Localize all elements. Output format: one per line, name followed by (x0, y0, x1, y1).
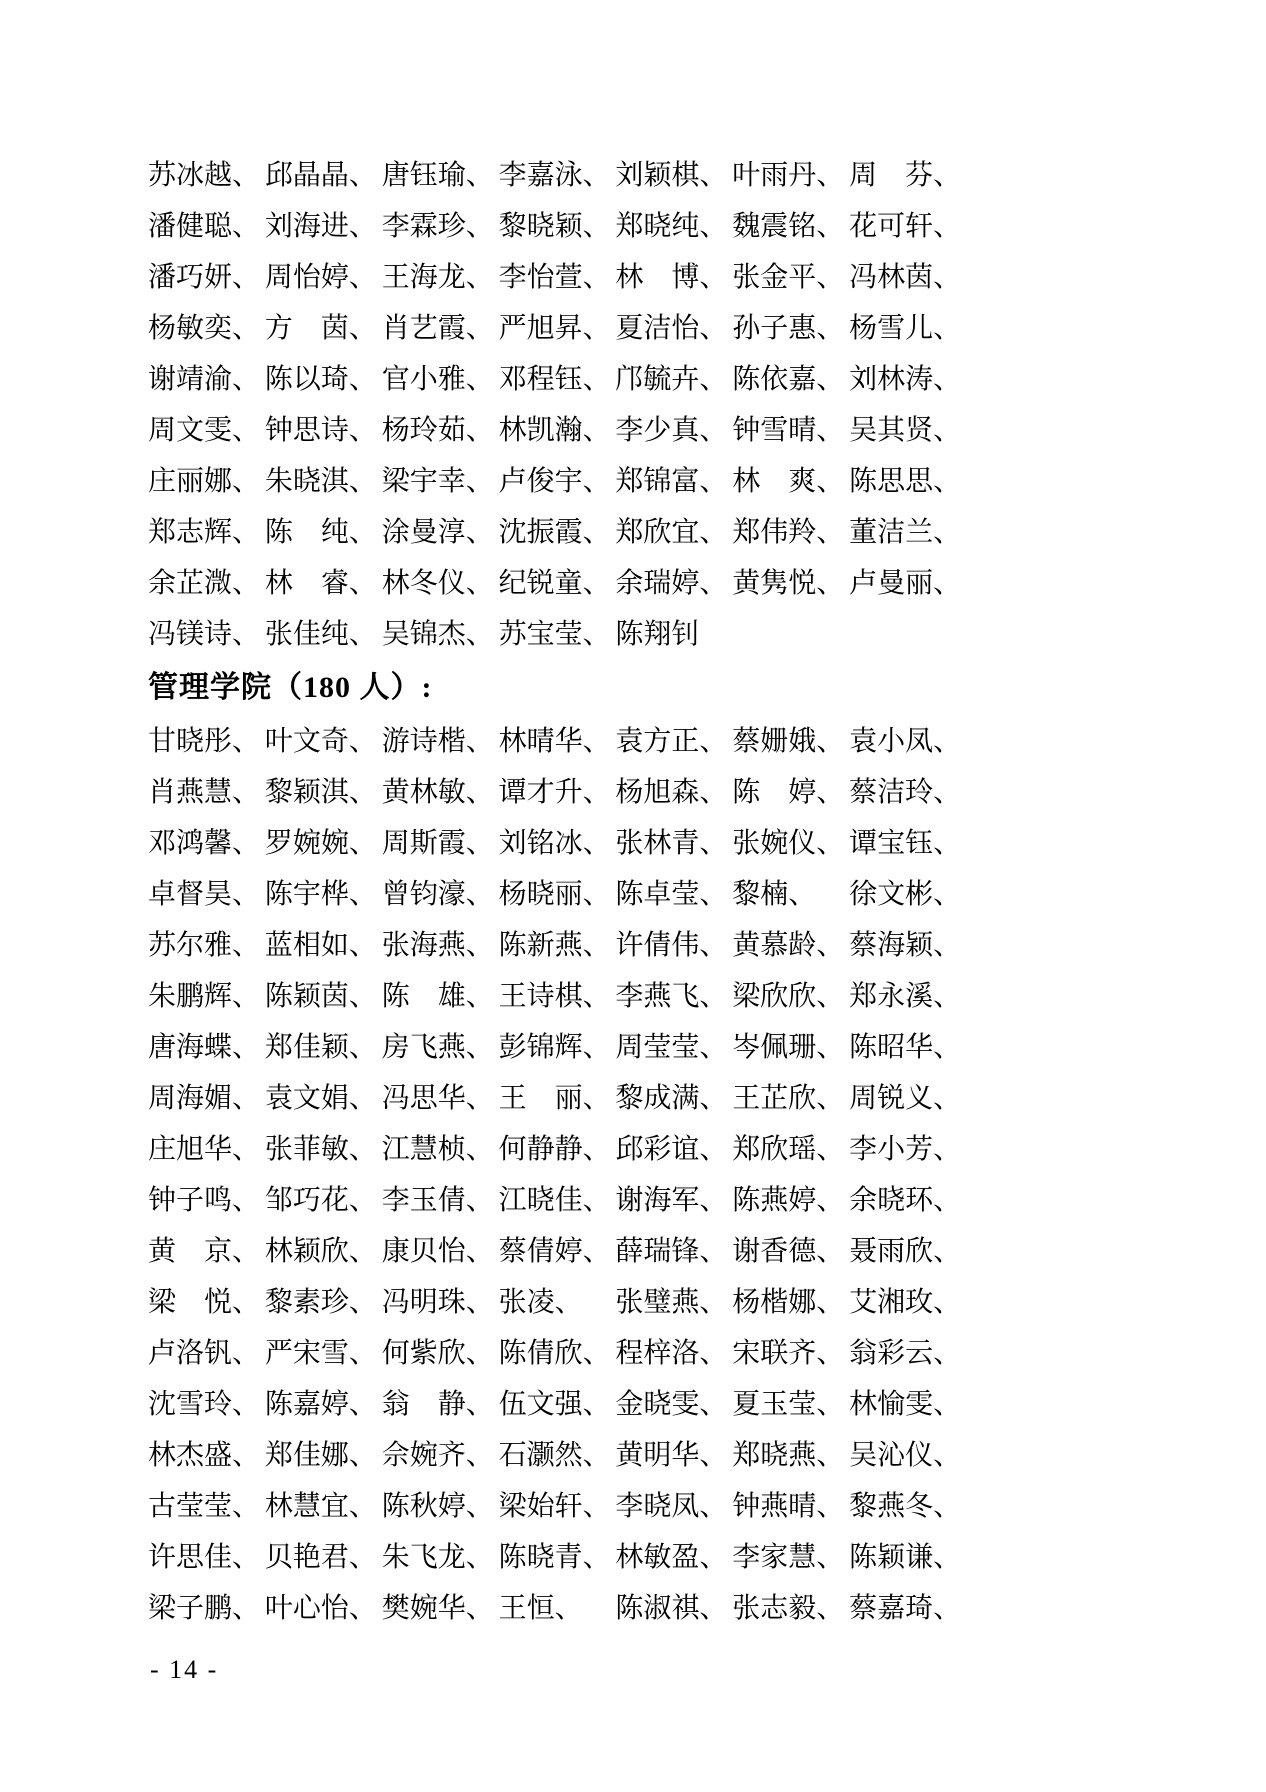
name-item: 梁欣欣、 (732, 981, 845, 1012)
name-item: 周怡婷、 (264, 262, 377, 293)
name-item: 翁彩云、 (849, 1338, 962, 1369)
name-row (148, 456, 966, 507)
name-item: 李霖珍、 (381, 211, 494, 242)
name-item: 张璧燕、 (615, 1287, 728, 1318)
name-item: 纪锐童、 (498, 568, 611, 599)
name-item: 古莹莹、 (148, 1491, 261, 1522)
name-item: 彭锦辉、 (498, 1032, 611, 1063)
name-item: 蔡洁玲、 (849, 777, 962, 808)
name-item: 余芷溦、 (148, 568, 261, 599)
name-item: 杨晓丽、 (498, 879, 611, 910)
name-row (148, 558, 966, 609)
name-row (148, 1277, 966, 1328)
name-item: 李少真、 (615, 415, 728, 446)
name-item: 杨敏奕、 (148, 313, 261, 344)
name-item: 蔡嘉琦、 (849, 1593, 962, 1624)
name-item: 谢香德、 (732, 1236, 845, 1267)
name-item: 花可轩、 (849, 211, 962, 242)
name-item: 黎楠、 (732, 879, 817, 910)
name-item: 陈倩欣、 (498, 1338, 611, 1369)
name-item: 叶心怡、 (264, 1593, 377, 1624)
name-item: 陈 雄、 (381, 981, 494, 1012)
name-item: 佘婉齐、 (381, 1440, 494, 1471)
name-item: 周 芬、 (849, 160, 962, 191)
name-item: 周文雯、 (148, 415, 261, 446)
name-item: 李晓凤、 (615, 1491, 728, 1522)
name-item: 梁 悦、 (148, 1287, 261, 1318)
name-row (148, 1328, 966, 1379)
name-item: 郑志辉、 (148, 517, 261, 548)
name-item: 冯林茵、 (849, 262, 962, 293)
name-item: 王恒、 (498, 1593, 583, 1624)
name-item: 林 博、 (615, 262, 728, 293)
name-item: 周斯霞、 (381, 828, 494, 859)
name-item: 陈 纯、 (264, 517, 377, 548)
name-item: 杨雪儿、 (849, 313, 962, 344)
name-item: 肖燕慧、 (148, 777, 261, 808)
name-item: 卢曼丽、 (849, 568, 962, 599)
name-item: 张海燕、 (381, 930, 494, 961)
name-item: 郑永溪、 (849, 981, 962, 1012)
name-item: 谢靖渝、 (148, 364, 261, 395)
name-item: 陈思思、 (849, 466, 962, 497)
name-item: 刘林涛、 (849, 364, 962, 395)
name-item: 卢洛钒、 (148, 1338, 261, 1369)
name-item: 潘健聪、 (148, 211, 261, 242)
name-item: 钟雪晴、 (732, 415, 845, 446)
name-item: 陈颖茵、 (264, 981, 377, 1012)
name-item: 陈昭华、 (849, 1032, 962, 1063)
name-row (148, 971, 966, 1022)
name-row (148, 1481, 966, 1532)
name-item: 陈嘉婷、 (264, 1389, 377, 1420)
name-item: 林敏盈、 (615, 1542, 728, 1573)
name-item: 梁宇幸、 (381, 466, 494, 497)
name-item: 翁 静、 (381, 1389, 494, 1420)
name-item: 沈雪玲、 (148, 1389, 261, 1420)
name-item: 周海媚、 (148, 1083, 261, 1114)
name-list (148, 150, 966, 1634)
name-row (148, 818, 966, 869)
name-item: 谭才升、 (498, 777, 611, 808)
name-item: 孙子惠、 (732, 313, 845, 344)
name-item: 朱飞龙、 (381, 1542, 494, 1573)
name-item: 张凌、 (498, 1287, 583, 1318)
name-item: 陈以琦、 (264, 364, 377, 395)
name-item: 苏宝莹、 (498, 619, 611, 650)
name-item: 邓程钰、 (498, 364, 611, 395)
name-item: 冯明珠、 (381, 1287, 494, 1318)
name-row (148, 507, 966, 558)
name-item: 陈卓莹、 (615, 879, 728, 910)
name-item: 周锐义、 (849, 1083, 962, 1114)
name-item: 郑伟羚、 (732, 517, 845, 548)
name-item: 林愉雯、 (849, 1389, 962, 1420)
name-item: 黎燕冬、 (849, 1491, 962, 1522)
name-item: 杨旭森、 (615, 777, 728, 808)
name-item: 金晓雯、 (615, 1389, 728, 1420)
name-item: 李怡萱、 (498, 262, 611, 293)
name-item: 张婉仪、 (732, 828, 845, 859)
name-row (148, 1073, 966, 1124)
name-item: 谭宝钰、 (849, 828, 962, 859)
name-item: 黎素珍、 (264, 1287, 377, 1318)
name-item: 陈宇桦、 (264, 879, 377, 910)
name-item: 袁小凤、 (849, 726, 962, 757)
name-item: 林冬仪、 (381, 568, 494, 599)
name-item: 许思佳、 (148, 1542, 261, 1573)
name-item: 郑锦富、 (615, 466, 728, 497)
name-item: 钟燕晴、 (732, 1491, 845, 1522)
name-item: 李小芳、 (849, 1134, 962, 1165)
name-item: 袁文娟、 (264, 1083, 377, 1114)
name-row (148, 869, 966, 920)
name-item: 冯镁诗、 (148, 619, 261, 650)
name-item: 张菲敏、 (264, 1134, 377, 1165)
name-row (148, 1583, 966, 1634)
name-row (148, 716, 966, 767)
name-row (148, 1532, 966, 1583)
name-item: 蓝相如、 (264, 930, 377, 961)
name-item: 庄旭华、 (148, 1134, 261, 1165)
name-item: 艾湘玫、 (849, 1287, 962, 1318)
name-item: 李燕飞、 (615, 981, 728, 1012)
name-item: 薛瑞锋、 (615, 1236, 728, 1267)
name-item: 黄明华、 (615, 1440, 728, 1471)
name-item: 庄丽娜、 (148, 466, 261, 497)
name-item: 王海龙、 (381, 262, 494, 293)
name-item: 董洁兰、 (849, 517, 962, 548)
name-item: 唐钰瑜、 (381, 160, 494, 191)
name-item: 岑佩珊、 (732, 1032, 845, 1063)
name-item: 陈燕婷、 (732, 1185, 845, 1216)
name-item: 何静静、 (498, 1134, 611, 1165)
name-item: 游诗楷、 (381, 726, 494, 757)
name-item: 陈翔钊 (615, 619, 700, 650)
name-item: 卢俊宇、 (498, 466, 611, 497)
name-item: 郑欣宜、 (615, 517, 728, 548)
name-item: 吴锦杰、 (381, 619, 494, 650)
name-item: 余晓环、 (849, 1185, 962, 1216)
name-item: 何紫欣、 (381, 1338, 494, 1369)
name-item: 甘晓彤、 (148, 726, 261, 757)
name-item: 陈新燕、 (498, 930, 611, 961)
name-row (148, 354, 966, 405)
name-item: 黎晓颖、 (498, 211, 611, 242)
name-item: 官小雅、 (381, 364, 494, 395)
name-item: 石灏然、 (498, 1440, 611, 1471)
name-item: 叶雨丹、 (732, 160, 845, 191)
name-row (148, 767, 966, 818)
name-item: 魏震铭、 (732, 211, 845, 242)
name-item: 邱晶晶、 (264, 160, 377, 191)
name-item: 卓督昊、 (148, 879, 261, 910)
name-item: 郑晓纯、 (615, 211, 728, 242)
name-item: 郑佳颖、 (264, 1032, 377, 1063)
name-item: 林 爽、 (732, 466, 845, 497)
name-item: 贝艳君、 (264, 1542, 377, 1573)
name-item: 黄 京、 (148, 1236, 261, 1267)
name-item: 肖艺霞、 (381, 313, 494, 344)
page-number: - 14 - (150, 1655, 219, 1684)
name-item: 钟子鸣、 (148, 1185, 261, 1216)
name-item: 聂雨欣、 (849, 1236, 962, 1267)
name-row (148, 1226, 966, 1277)
name-item: 严旭昇、 (498, 313, 611, 344)
name-item: 朱鹏辉、 (148, 981, 261, 1012)
name-item: 严宋雪、 (264, 1338, 377, 1369)
name-item: 刘颖棋、 (615, 160, 728, 191)
name-item: 陈淑祺、 (615, 1593, 728, 1624)
name-item: 康贝怡、 (381, 1236, 494, 1267)
name-item: 林 睿、 (264, 568, 377, 599)
name-item: 杨玲茹、 (381, 415, 494, 446)
name-item: 房飞燕、 (381, 1032, 494, 1063)
name-item: 邓鸿馨、 (148, 828, 261, 859)
name-item: 冯思华、 (381, 1083, 494, 1114)
name-item: 邝毓卉、 (615, 364, 728, 395)
name-item: 王 丽、 (498, 1083, 611, 1114)
name-item: 梁始轩、 (498, 1491, 611, 1522)
name-item: 郑晓燕、 (732, 1440, 845, 1471)
name-item: 伍文强、 (498, 1389, 611, 1420)
name-item: 徐文彬、 (849, 879, 962, 910)
name-item: 黄慕龄、 (732, 930, 845, 961)
name-row (148, 1379, 966, 1430)
name-item: 林晴华、 (498, 726, 611, 757)
name-item: 宋联齐、 (732, 1338, 845, 1369)
name-item: 郑佳娜、 (264, 1440, 377, 1471)
name-item: 江慧桢、 (381, 1134, 494, 1165)
name-item: 夏洁怡、 (615, 313, 728, 344)
name-item: 王芷欣、 (732, 1083, 845, 1114)
name-item: 刘海进、 (264, 211, 377, 242)
name-item: 蔡姗娥、 (732, 726, 845, 757)
name-row (148, 150, 966, 201)
name-item: 方 茵、 (264, 313, 377, 344)
name-item: 李家慧、 (732, 1542, 845, 1573)
name-item: 蔡倩婷、 (498, 1236, 611, 1267)
name-item: 袁方正、 (615, 726, 728, 757)
name-row (148, 1022, 966, 1073)
name-item: 张林青、 (615, 828, 728, 859)
name-item: 涂曼淳、 (381, 517, 494, 548)
name-item: 苏冰越、 (148, 160, 261, 191)
name-item: 吴沁仪、 (849, 1440, 962, 1471)
name-item: 陈颖谦、 (849, 1542, 962, 1573)
name-item: 叶文奇、 (264, 726, 377, 757)
name-row (148, 920, 966, 971)
name-item: 夏玉莹、 (732, 1389, 845, 1420)
name-item: 张志毅、 (732, 1593, 845, 1624)
name-item: 李嘉泳、 (498, 160, 611, 191)
name-item: 余瑞婷、 (615, 568, 728, 599)
name-item: 程梓洛、 (615, 1338, 728, 1369)
name-row (148, 303, 966, 354)
name-item: 林杰盛、 (148, 1440, 261, 1471)
name-item: 周莹莹、 (615, 1032, 728, 1063)
name-item: 江晓佳、 (498, 1185, 611, 1216)
section-heading: 管理学院（180 人）: (148, 671, 433, 704)
name-row (148, 405, 966, 456)
name-item: 张金平、 (732, 262, 845, 293)
name-item: 吴其贤、 (849, 415, 962, 446)
name-item: 唐海蝶、 (148, 1032, 261, 1063)
name-row (148, 609, 966, 660)
name-item: 黎成满、 (615, 1083, 728, 1114)
name-row (148, 1430, 966, 1481)
name-item: 林凯瀚、 (498, 415, 611, 446)
name-item: 黄隽悦、 (732, 568, 845, 599)
name-item: 邱彩谊、 (615, 1134, 728, 1165)
name-item: 黎颖淇、 (264, 777, 377, 808)
name-item: 陈晓青、 (498, 1542, 611, 1573)
name-item: 曾钧濠、 (381, 879, 494, 910)
name-item: 张佳纯、 (264, 619, 377, 650)
name-item: 梁子鹏、 (148, 1593, 261, 1624)
name-item: 朱晓淇、 (264, 466, 377, 497)
name-item: 潘巧妍、 (148, 262, 261, 293)
name-item: 陈 婷、 (732, 777, 845, 808)
name-item: 谢海军、 (615, 1185, 728, 1216)
name-item: 刘铭冰、 (498, 828, 611, 859)
name-item: 钟思诗、 (264, 415, 377, 446)
name-row (148, 201, 966, 252)
name-item: 许倩伟、 (615, 930, 728, 961)
name-item: 黄林敏、 (381, 777, 494, 808)
name-item: 邹巧花、 (264, 1185, 377, 1216)
name-item: 郑欣瑶、 (732, 1134, 845, 1165)
name-item: 林慧宜、 (264, 1491, 377, 1522)
name-row (148, 1175, 966, 1226)
name-item: 苏尔雅、 (148, 930, 261, 961)
name-item: 林颖欣、 (264, 1236, 377, 1267)
name-row (148, 1124, 966, 1175)
name-item: 杨楷娜、 (732, 1287, 845, 1318)
name-item: 罗婉婉、 (264, 828, 377, 859)
name-item: 李玉倩、 (381, 1185, 494, 1216)
name-item: 蔡海颖、 (849, 930, 962, 961)
name-item: 沈振霞、 (498, 517, 611, 548)
name-item: 陈依嘉、 (732, 364, 845, 395)
name-item: 王诗棋、 (498, 981, 611, 1012)
name-row (148, 252, 966, 303)
name-item: 陈秋婷、 (381, 1491, 494, 1522)
name-item: 樊婉华、 (381, 1593, 494, 1624)
